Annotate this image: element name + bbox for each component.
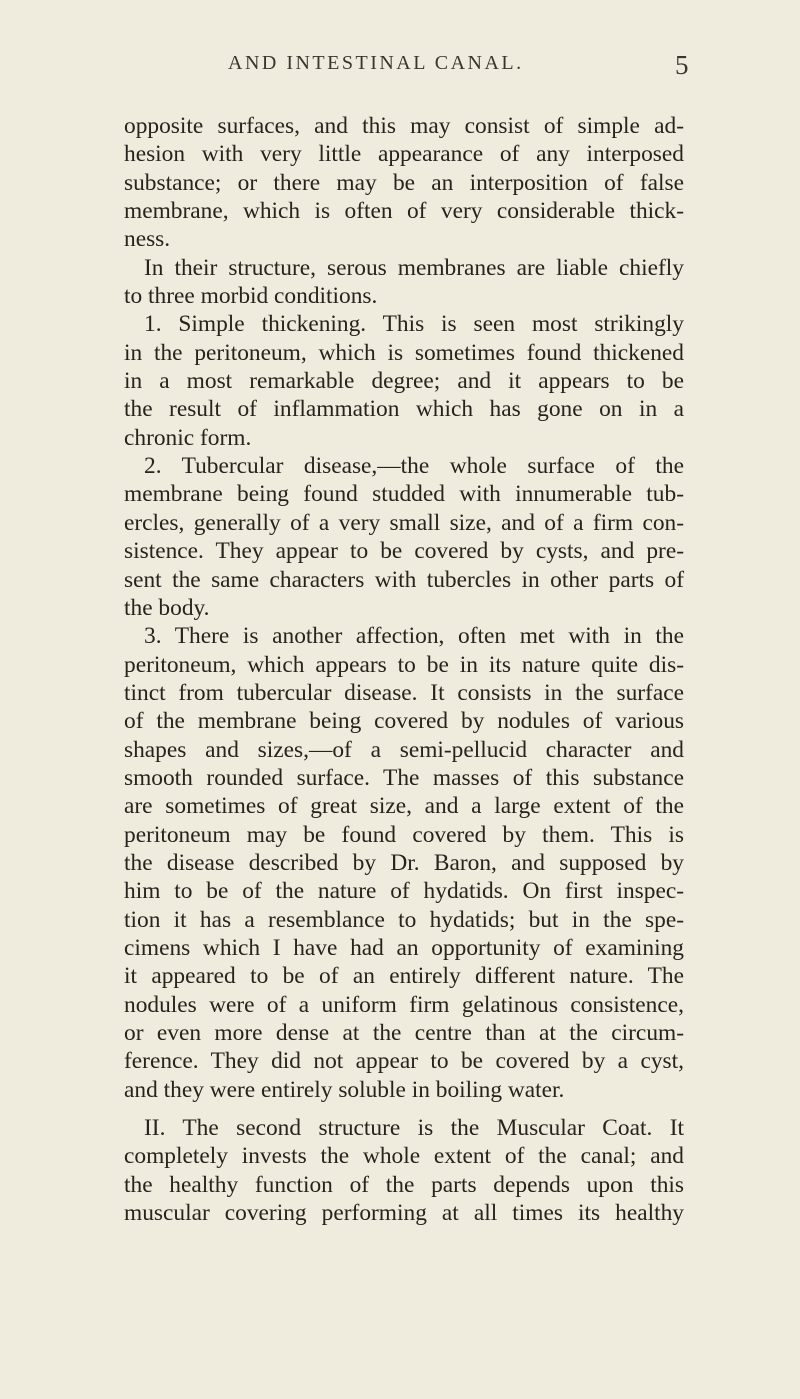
running-head: AND INTESTINAL CANAL.	[228, 52, 524, 74]
text-line: are sometimes of great size, and a large extent of the	[124, 793, 684, 820]
section-gap	[124, 1104, 684, 1114]
text-line: sistence. They appear to be covered by cysts, and pre-	[124, 538, 684, 565]
text-line: muscular covering performing at all times its healthy	[124, 1200, 684, 1227]
paragraph-continuation	[124, 112, 684, 254]
body-text	[124, 112, 684, 1227]
text-line: 2. Tubercular disease,—the whole surface of the	[144, 453, 684, 480]
text-line: in the peritoneum, which is sometimes found thickened	[124, 339, 684, 366]
paragraph-muscular-coat	[124, 1114, 684, 1227]
text-line: chronic form.	[124, 424, 252, 451]
text-line: or even more dense at the centre than at the circum-	[124, 1020, 684, 1046]
text-line: nodules were of a uniform firm gelatinous consistence,	[124, 991, 684, 1018]
text-line: smooth rounded surface. The masses of this substance	[124, 764, 684, 791]
paragraph-simple-thickening	[124, 310, 684, 452]
text-line: in a most remarkable degree; and it appears to be	[124, 368, 684, 395]
text-line: In their structure, serous membranes are liable chiefly	[144, 254, 684, 281]
text-line: cimens which I have had an opportunity of examining	[124, 934, 684, 961]
text-line: sent the same characters with tubercles in other parts of	[124, 566, 684, 593]
text-line: completely invests the whole extent of the canal; and	[124, 1143, 684, 1170]
text-line: II. The second structure is the Muscular Coat. It	[144, 1115, 684, 1142]
text-line: peritoneum may be found covered by them. This is	[124, 821, 684, 848]
paragraph-tubercular-disease	[124, 452, 684, 622]
text-line: ness.	[124, 226, 171, 253]
text-line: him to be of the nature of hydatids. On first inspec-	[124, 878, 684, 905]
text-line: 3. There is another affection, often met with in the	[144, 623, 684, 650]
text-line: the result of inflammation which has gone on in a	[124, 396, 684, 423]
paragraph-serous-conditions	[124, 254, 684, 311]
text-line: the disease described by Dr. Baron, and supposed by	[124, 849, 684, 876]
text-line: opposite surfaces, and this may consist of simple ad-	[124, 113, 684, 139]
text-line: tinct from tubercular disease. It consists in the surface	[124, 679, 684, 706]
text-line: ference. They did not appear to be covered by a cyst,	[124, 1048, 684, 1075]
text-line: 1. Simple thickening. This is seen most strikingly	[144, 311, 684, 338]
text-line: ercles, generally of a very small size, and of a firm con-	[124, 509, 684, 536]
text-line: substance; or there may be an interposition of false	[124, 169, 684, 196]
text-line: the healthy function of the parts depends upon this	[124, 1171, 684, 1198]
text-line: membrane being found studded with innumerable tub-	[124, 481, 684, 508]
text-line: shapes and sizes,—of a semi-pellucid character and	[124, 736, 684, 763]
text-line: and they were entirely soluble in boiling water.	[124, 1076, 565, 1103]
text-line: membrane, which is often of very considerable thick-	[124, 198, 684, 225]
text-line: of the membrane being covered by nodules of various	[124, 708, 684, 735]
text-line: tion it has a resemblance to hydatids; but in the spe-	[124, 906, 684, 933]
text-line: the body.	[124, 594, 210, 621]
page-number: 5	[675, 50, 689, 80]
text-line: to three morbid conditions.	[124, 283, 378, 310]
paragraph-another-affection	[124, 622, 684, 1104]
text-line: it appeared to be of an entirely different nature. The	[124, 963, 684, 990]
text-line: peritoneum, which appears to be in its nature quite dis-	[124, 651, 684, 678]
text-line: hesion with very little appearance of any interposed	[124, 141, 684, 168]
